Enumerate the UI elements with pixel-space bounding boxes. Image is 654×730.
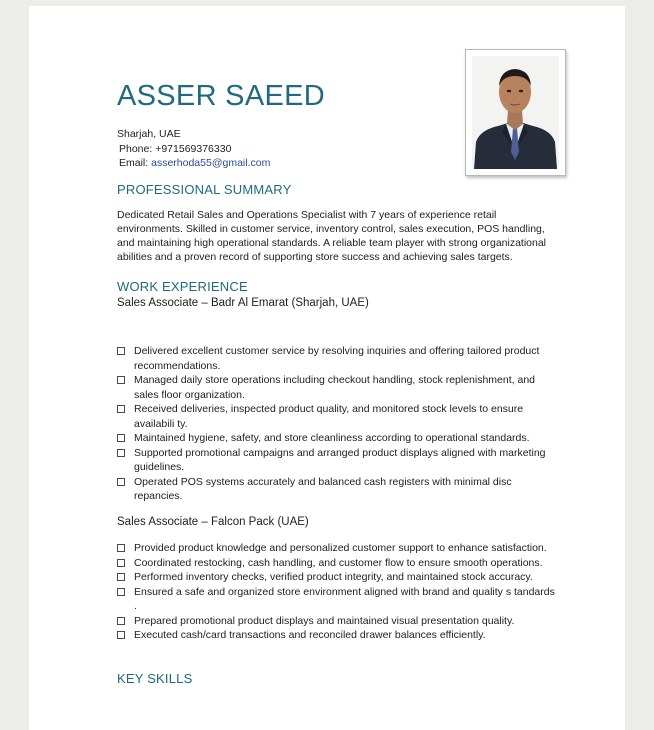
resume-page bbox=[29, 6, 625, 730]
empty-square-bullet-icon bbox=[117, 347, 125, 355]
empty-square-bullet-icon bbox=[117, 617, 125, 625]
empty-square-bullet-icon bbox=[117, 588, 125, 596]
list-item: Managed daily store operations including checkout handling, stock replenishment, and sales floor organization. bbox=[117, 373, 557, 402]
list-item: Maintained hygiene, safety, and store cleanliness according to operational standards. bbox=[117, 431, 557, 446]
list-item: Supported promotional campaigns and arranged product displays aligned with marketing guidelines. bbox=[117, 446, 557, 475]
key-skills-heading: KEY SKILLS bbox=[117, 671, 193, 686]
list-item: Provided product knowledge and personalized customer support to enhance satisfaction. bbox=[117, 541, 557, 556]
email-label: Email: bbox=[119, 157, 149, 169]
list-item: Operated POS systems accurately and balanced cash registers with minimal disc repancies. bbox=[117, 475, 557, 504]
profile-photo bbox=[465, 49, 566, 176]
empty-square-bullet-icon bbox=[117, 449, 125, 457]
email-line bbox=[117, 156, 270, 171]
summary-text: Dedicated Retail Sales and Operations Specialist with 7 years of experience retail environments. Skilled in customer service, inventory control, sales execution, POS handling, and maintaining high operational standards. A reliable team player with strong organizational abilities and a proven record of supporting store success and achieving sales targets. bbox=[117, 209, 547, 263]
list-item: Executed cash/card transactions and reconciled drawer balances efficiently. bbox=[117, 628, 557, 643]
contact-block bbox=[117, 127, 270, 171]
list-item: Performed inventory checks, verified product integrity, and maintained stock accuracy. bbox=[117, 570, 557, 585]
list-item: Coordinated restocking, cash handling, and customer flow to ensure smooth operations. bbox=[117, 556, 557, 571]
phone-label: Phone: bbox=[119, 142, 153, 155]
summary-heading: PROFESSIONAL SUMMARY bbox=[117, 182, 292, 197]
empty-square-bullet-icon bbox=[117, 544, 125, 552]
empty-square-bullet-icon bbox=[117, 631, 125, 639]
job-title: Sales Associate – Badr Al Emarat (Sharjah, UAE) bbox=[117, 297, 369, 309]
job-1-bullets bbox=[117, 344, 557, 504]
empty-square-bullet-icon bbox=[117, 573, 125, 581]
list-item: Ensured a safe and organized store environment aligned with brand and quality s tandards . bbox=[117, 585, 557, 614]
candidate-name: ASSER SAEED bbox=[117, 80, 325, 112]
location-text: Sharjah, UAE bbox=[117, 128, 181, 140]
phone-number: +971569376330 bbox=[155, 142, 232, 155]
empty-square-bullet-icon bbox=[117, 559, 125, 567]
empty-square-bullet-icon bbox=[117, 478, 125, 486]
phone-line bbox=[117, 142, 270, 157]
list-item: Received deliveries, inspected product quality, and monitored stock levels to ensure availabili ty. bbox=[117, 402, 557, 431]
portrait-image bbox=[472, 56, 559, 169]
work-experience-heading: WORK EXPERIENCE bbox=[117, 279, 248, 294]
empty-square-bullet-icon bbox=[117, 376, 125, 384]
empty-square-bullet-icon bbox=[117, 434, 125, 442]
job-2-bullets bbox=[117, 541, 557, 643]
empty-square-bullet-icon bbox=[117, 405, 125, 413]
list-item: Delivered excellent customer service by resolving inquiries and offering tailored product recommendations. bbox=[117, 344, 557, 373]
list-item: Prepared promotional product displays and maintained visual presentation quality. bbox=[117, 614, 557, 629]
email-link[interactable]: asserhoda55@gmail.com bbox=[151, 157, 271, 169]
job-title: Sales Associate – Falcon Pack (UAE) bbox=[117, 516, 309, 528]
